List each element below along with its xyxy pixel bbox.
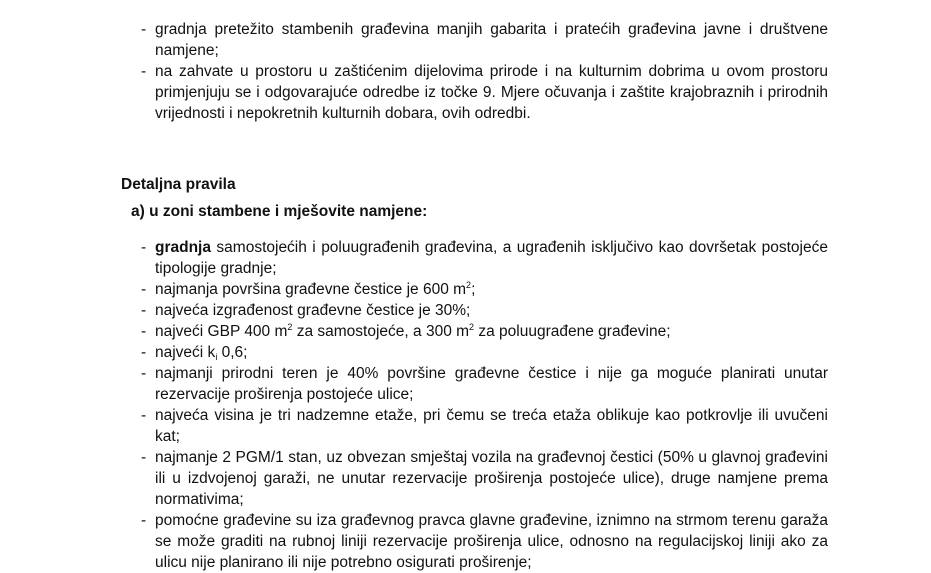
- rule-text: ;: [471, 281, 476, 298]
- subscript: i: [215, 352, 218, 362]
- list-item: [141, 279, 828, 300]
- list-item: [141, 237, 828, 279]
- list-item: [141, 321, 828, 342]
- superscript: 2: [287, 322, 293, 332]
- rule-text: najveći k: [155, 344, 216, 361]
- superscript: 2: [469, 322, 475, 332]
- list-item: - gradnja pretežito stambenih građevina manjih gabarita i pratećih građevina javne i društvene namjene;: [141, 19, 828, 61]
- list-item: - pomoćne građevine su iza građevnog pravca glavne građevine, iznimno na strmom terenu garaža se može graditi na rubnoj liniji rezervacije proširenja ulice, odnosno na regulacijskoj liniji ako za ulicu nije planirano ili nije potrebno osigurati proširenje;: [141, 510, 828, 573]
- rules-list: [141, 237, 828, 573]
- list-item: - najmanji prirodni teren je 40% površine građevne čestice i nije ga moguće planirati unutar rezervacije proširenja postojeće ulice;: [141, 363, 828, 405]
- list-item: - najmanje 2 PGM/1 stan, uz obvezan smještaj vozila na građevnoj čestici (50% u glavnoj građevini ili u izdvojenoj garaži, ne unutar rezervacije proširenja postojeće ulice), druge namjene prema normativima;: [141, 447, 828, 510]
- list-item: [141, 342, 828, 363]
- rule-text: najveći GBP 400 m: [155, 323, 288, 340]
- subsection-heading: a) u zoni stambene i mješovite namjene:: [131, 203, 428, 220]
- rule-text: 0,6;: [217, 344, 248, 361]
- section-heading: Detaljna pravila: [121, 176, 236, 193]
- rule-text: najmanja površina građevne čestice je 600 m: [155, 281, 467, 298]
- list-item: - najveća visina je tri nadzemne etaže, pri čemu se treća etaža oblikuje kao potkrovlje ili uvučeni kat;: [141, 405, 828, 447]
- rule-keyword: gradnja: [155, 239, 211, 256]
- list-item: - najveća izgrađenost građevne čestice je 30%;: [141, 300, 828, 321]
- rule-text: za samostojeće, a 300 m: [292, 323, 470, 340]
- rule-text: samostojećih i poluugrađenih građevina, a ugrađenih isključivo kao dovršetak postojeće tipologije gradnje;: [155, 239, 828, 277]
- intro-list: [141, 19, 828, 124]
- rule-text: za poluugrađene građevine;: [474, 323, 671, 340]
- list-item: - na zahvate u prostoru u zaštićenim dijelovima prirode i na kulturnim dobrima u ovom prostoru primjenjuju se i odgovarajuće odredbe iz točke 9. Mjere očuvanja i zaštite krajobraznih i prirodnih vrijednosti i nepokretnih kulturnih dobara, ovih odredbi.: [141, 61, 828, 124]
- superscript: 2: [466, 280, 472, 290]
